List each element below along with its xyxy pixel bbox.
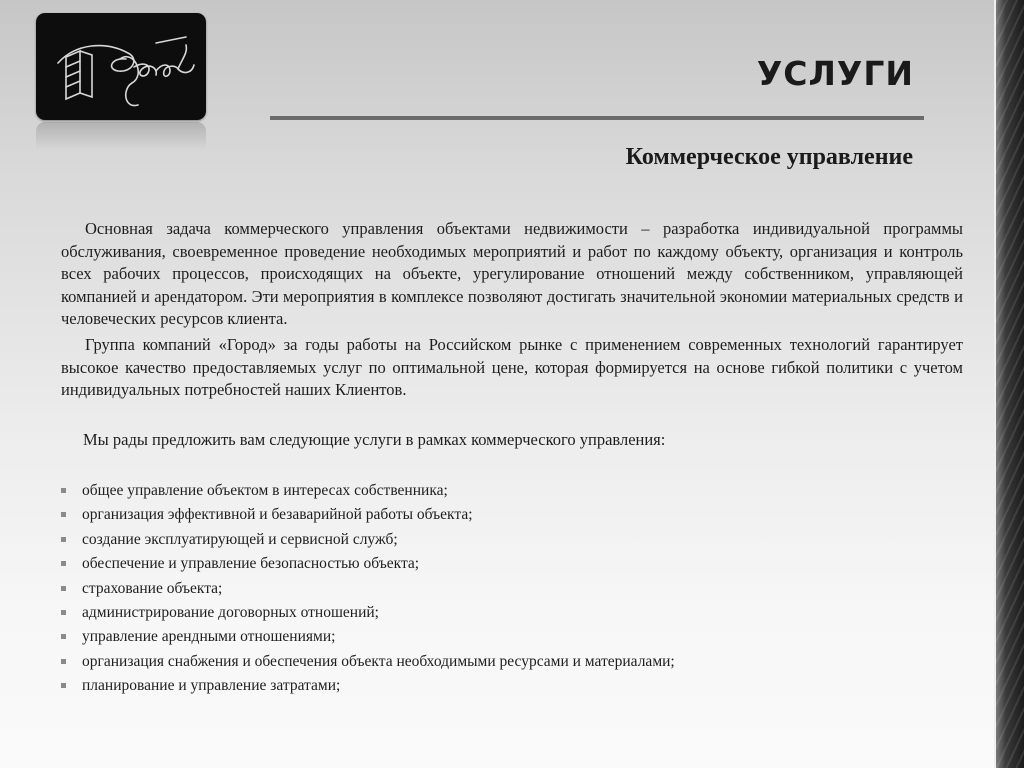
section-subtitle: Коммерческое управление <box>625 144 913 170</box>
list-item: обеспечение и управление безопасностью объекта; <box>61 552 961 576</box>
bullet-icon <box>61 683 66 688</box>
decorative-side-strip <box>996 0 1024 768</box>
services-list <box>61 479 961 699</box>
company-paragraph: Группа компаний «Город» за годы работы на Российском рынке с применением современных технологий гарантирует высокое качество предоставляемых услуг по оптимальной цене, которая формируется на основе гибкой политики с учетом индивидуальных потребностей наших Клиентов. <box>61 335 963 399</box>
bullet-icon <box>61 586 66 591</box>
list-item: управление арендными отношениями; <box>61 625 961 649</box>
list-item: общее управление объектом в интересах собственника; <box>61 479 961 503</box>
bullet-icon <box>61 610 66 615</box>
intro-paragraph: Основная задача коммерческого управления объектами недвижимости – разработка индивидуальной программы обслуживания, своевременное проведение необходимых мероприятий и работ по каждому объекту, организация и контроль всех рабочих процессов, происходящих на объекте, урегулирование отношений между собственником, управляющей компанией и арендатором. Эти мероприятия в комплексе позволяют достигать значительной экономии материальных средств и человеческих ресурсов клиента. <box>61 219 963 328</box>
bullet-icon <box>61 537 66 542</box>
bullet-icon <box>61 488 66 493</box>
bullet-icon <box>61 634 66 639</box>
list-item: планирование и управление затратами; <box>61 674 961 698</box>
side-divider <box>994 0 996 768</box>
list-item: страхование объекта; <box>61 577 961 601</box>
title-divider <box>270 116 924 120</box>
logo-reflection <box>36 122 206 150</box>
list-item: организация снабжения и обеспечения объекта необходимыми ресурсами и материалами; <box>61 650 961 674</box>
list-item: создание эксплуатирующей и сервисной служб; <box>61 528 961 552</box>
company-logo <box>36 13 206 120</box>
logo-signature-icon <box>36 13 206 120</box>
list-item: организация эффективной и безаварийной работы объекта; <box>61 503 961 527</box>
list-item: администрирование договорных отношений; <box>61 601 961 625</box>
bullet-icon <box>61 561 66 566</box>
page-title: УСЛУГИ <box>756 54 914 93</box>
bullet-icon <box>61 512 66 517</box>
bullet-icon <box>61 659 66 664</box>
services-lead-paragraph: Мы рады предложить вам следующие услуги в рамках коммерческого управления: <box>83 430 666 449</box>
